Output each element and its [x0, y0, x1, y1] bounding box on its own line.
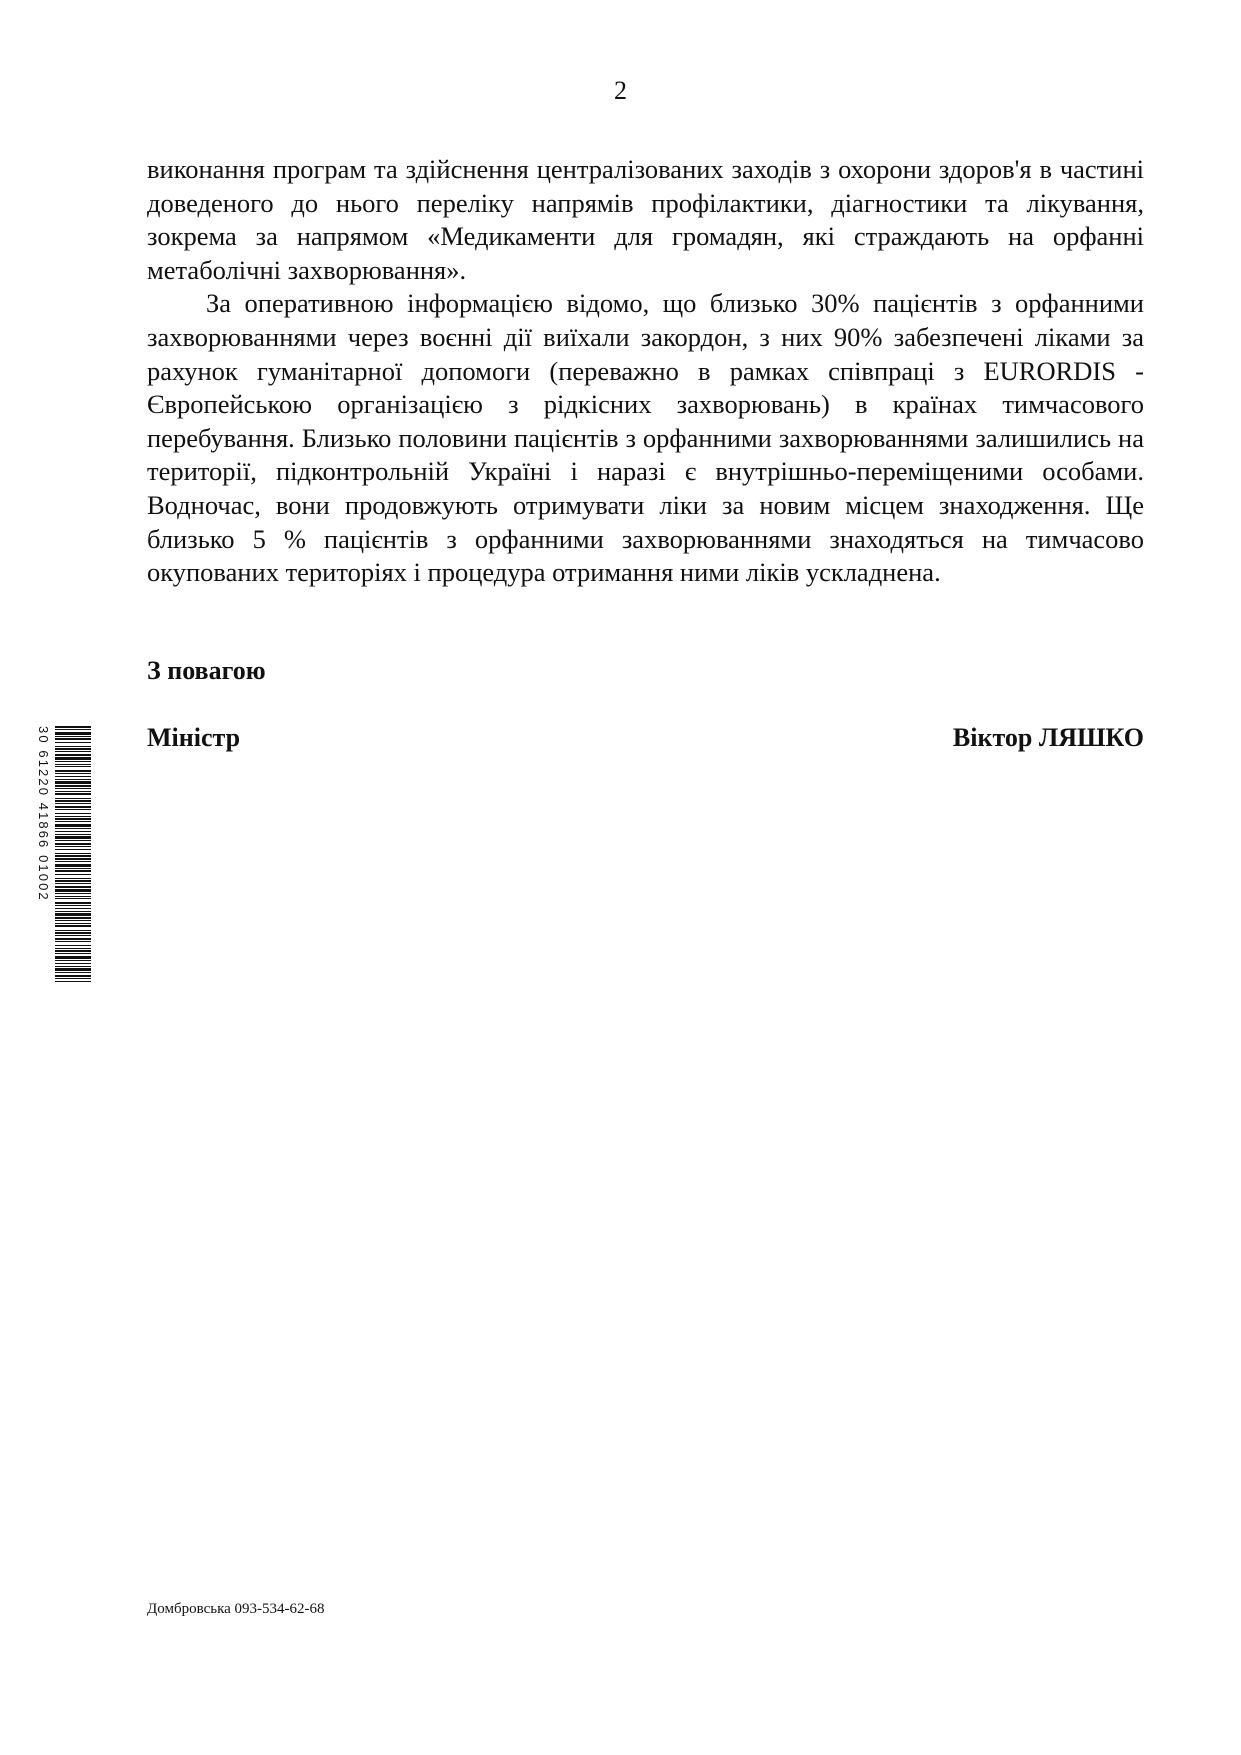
- barcode-bar: [55, 930, 91, 931]
- barcode-bar: [55, 831, 91, 832]
- barcode-bar: [55, 935, 91, 936]
- barcode-bar: [55, 917, 91, 919]
- barcode-bar: [55, 870, 91, 872]
- letter-body: [147, 153, 1144, 590]
- barcode-bar: [55, 945, 91, 946]
- barcode-bar: [55, 849, 91, 850]
- barcode: [35, 726, 95, 982]
- barcode-bar: [55, 821, 91, 822]
- barcode-bar: [55, 803, 91, 804]
- barcode-bar: [55, 746, 91, 747]
- barcode-bar: [55, 828, 91, 829]
- barcode-bar: [55, 809, 91, 810]
- barcode-bar: [55, 729, 91, 730]
- executor-contact: Домбровська 093-534-62-68: [147, 1601, 325, 1617]
- barcode-bar: [55, 858, 91, 860]
- barcode-bar: [55, 911, 91, 912]
- barcode-bar: [55, 726, 91, 728]
- barcode-bar: [55, 834, 91, 835]
- barcode-bar: [55, 960, 91, 961]
- barcode-bar: [55, 968, 91, 971]
- signatory-name: Віктор ЛЯШКО: [952, 723, 1144, 752]
- barcode-bar: [55, 880, 91, 882]
- closing-salutation: З повагою: [147, 656, 266, 685]
- barcode-bar: [55, 742, 91, 743]
- barcode-bar: [55, 779, 91, 780]
- barcode-bar: [55, 818, 91, 820]
- barcode-bar: [55, 886, 91, 888]
- barcode-bar: [55, 770, 91, 772]
- barcode-bar: [55, 978, 91, 979]
- barcode-bar: [55, 905, 91, 906]
- barcode-bar: [55, 864, 91, 867]
- barcode-bar: [55, 941, 91, 942]
- barcode-bar: [55, 948, 91, 949]
- barcode-bar: [55, 757, 91, 760]
- barcode-bar: [55, 773, 91, 774]
- paragraph-patients-info: За оперативною інформацією відомо, що близько 30% пацієнтів з орфанними захворюваннями через воєнні дії виїхали закордон, з них 90% забезпечені ліками за рахунок гуманітарної допомоги (переважно в рамках співпраці з EURORDIS - Європейською організацією з рідкісних захворювань) в країнах тимчасового перебування. Близько половини пацієнтів з орфанними захворюваннями залишились на території, підконтрольній Україні і наразі є внутрішньо-переміщеними особами. Водночас, вони продовжують отримувати ліки за новим місцем знаходження. Ще близько 5 % пацієнтів з орфанними захворюваннями знаходяться на тимчасово окупованих територіях і процедура отримання ними ліків ускладнена.: [147, 288, 1144, 588]
- barcode-bar: [55, 806, 91, 808]
- barcode-bar: [55, 816, 91, 817]
- barcode-bar: [55, 878, 91, 879]
- barcode-bar: [55, 846, 91, 847]
- barcode-bar: [55, 764, 91, 765]
- barcode-bar: [55, 925, 91, 927]
- barcode-bar: [55, 813, 91, 814]
- barcode-bar: [55, 766, 91, 767]
- barcode-bar: [55, 738, 91, 740]
- barcode-bar: [55, 843, 91, 845]
- barcode-bar: [55, 953, 91, 954]
- page-number: 2: [614, 76, 627, 105]
- barcode-bar: [55, 748, 91, 750]
- barcode-bar: [55, 938, 91, 940]
- barcode-bars: [55, 726, 95, 982]
- barcode-bar: [55, 800, 91, 802]
- paragraph-continuation: виконання програм та здійснення централізованих заходів з охорони здоров'я в частині доведеного до нього переліку напрямів профілактики, діагностики та лікування, зокрема за напрямом «Медикаменти для громадян, які страждають на орфанні метаболічні захворювання».: [147, 154, 1144, 285]
- barcode-bar: [55, 923, 91, 924]
- barcode-bar: [55, 893, 91, 894]
- barcode-bar: [55, 874, 91, 875]
- barcode-bar: [55, 761, 91, 762]
- barcode-bar: [55, 981, 91, 982]
- barcode-bar: [55, 751, 91, 752]
- barcode-bar: [55, 889, 91, 892]
- barcode-bar: [55, 776, 91, 777]
- barcode-bar: [55, 736, 91, 737]
- barcode-bar: [55, 824, 91, 827]
- barcode-bar: [55, 902, 91, 904]
- barcode-bar: [55, 913, 91, 916]
- barcode-bar: [55, 781, 91, 784]
- barcode-bar: [55, 785, 91, 787]
- barcode-bar: [55, 732, 91, 735]
- barcode-bar: [55, 920, 91, 921]
- barcode-bar: [55, 788, 91, 789]
- barcode-bar: [55, 972, 91, 973]
- barcode-bar: [55, 868, 91, 869]
- barcode-bar: [55, 861, 91, 862]
- barcode-bar: [55, 793, 91, 795]
- barcode-bar: [55, 791, 91, 792]
- barcode-bar: [55, 896, 91, 897]
- signatory-title: Міністр: [147, 723, 241, 752]
- barcode-digits: 30 61220 41866 01002: [36, 726, 51, 902]
- barcode-bar: [55, 898, 91, 899]
- barcode-bar: [55, 754, 91, 756]
- barcode-bar: [55, 840, 91, 841]
- barcode-bar: [55, 798, 91, 799]
- barcode-bar: [55, 853, 91, 854]
- barcode-bar: [55, 966, 91, 967]
- barcode-bar: [55, 836, 91, 839]
- barcode-bar: [55, 908, 91, 909]
- barcode-bar: [55, 963, 91, 964]
- barcode-bar: [55, 950, 91, 952]
- barcode-bar: [55, 932, 91, 934]
- barcode-bar: [55, 956, 91, 959]
- barcode-bar: [55, 855, 91, 857]
- barcode-bar: [55, 975, 91, 977]
- barcode-bar: [55, 883, 91, 884]
